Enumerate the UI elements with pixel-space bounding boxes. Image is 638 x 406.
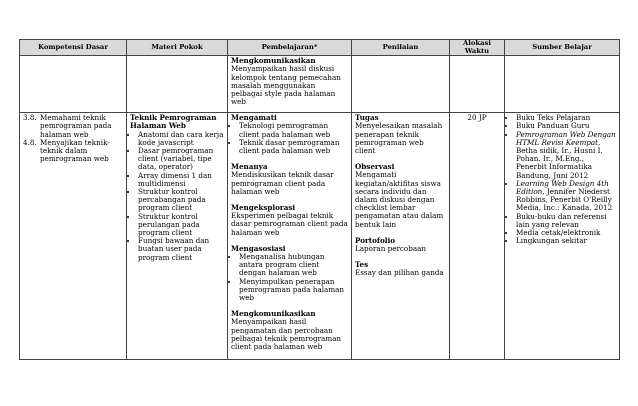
cell-pembelajaran [228, 56, 352, 113]
list-item: • Menganalisa hubungan antara program client dengan halaman web [239, 253, 348, 278]
cell-materi [127, 113, 228, 360]
activity-list [231, 122, 348, 155]
assessment-text: Menyelesaikan masalah penerapan teknik pemrograman web client [355, 121, 443, 155]
list-item [516, 180, 616, 213]
list-item: • Menyimpulkan penerapan pemrograman pada halaman web [239, 278, 348, 303]
cell-penilaian [352, 56, 450, 113]
list-item [516, 131, 616, 180]
activity-text: Eksperimen pelbagai teknik dasar pemrograman client pada halaman web [231, 211, 348, 237]
list-item: • Struktur kontrol perulangan pada program client [138, 213, 224, 238]
cell-sumber [505, 113, 620, 360]
book-details: Jennifer Niederst Robbins, Penerbit O'Reilly Media, Inc.: Kanada, 2012 [516, 187, 613, 213]
header-alokasi-waktu: Alokasi Waktu [450, 40, 505, 56]
cell-alokasi: 20 JP [450, 113, 505, 360]
kd-number: 3.8. [23, 113, 37, 123]
list-item: • Dasar pemrograman client (variabel, tipe data, operator) [138, 147, 224, 172]
assessment-text: Essay dan pilihan ganda [355, 268, 444, 278]
activity-text: Menyampaikan hasil pengamatan dan percobaan pelbagai teknik pemrograman client pada halaman web [231, 317, 342, 352]
activity-mengamati [231, 114, 348, 155]
header-penilaian: Penilaian [352, 40, 450, 56]
list-item: • Lingkungan sekitar [516, 237, 616, 245]
cell-kompetensi [20, 113, 127, 360]
table-row [20, 113, 620, 360]
kd-text: Menyajikan teknik-teknik dalam pemrograman web [40, 137, 110, 164]
activity-text: Mendiskusikan teknik dasar pemrograman client pada halaman web [231, 170, 334, 196]
book-details: Betha sidik, Ir., Husni I. Pohan, Ir., M.Eng., Penerbit Informatika Bandung, Juni 2012 [516, 146, 603, 180]
syllabus-table [19, 39, 620, 360]
list-item [23, 139, 123, 164]
activity-text: Menyampaikan hasil diskusi kelompok tentang pemecahan masalah menggunakan pelbagai style pada halaman web [231, 64, 341, 107]
activity-heading: Mengasosiasi [231, 243, 286, 253]
assessment-observasi [355, 163, 446, 229]
assessment-tes [355, 261, 446, 277]
sumber-list [508, 114, 616, 245]
assessment-heading: Portofolio [355, 235, 396, 245]
kompetensi-list [23, 114, 123, 163]
list-item: • Anatomi dan cara kerja kode javascript [138, 131, 224, 147]
list-item: • Buku Teks Pelajaran [516, 114, 616, 122]
cell-materi [127, 56, 228, 113]
header-materi-pokok: Materi Pokok [127, 40, 228, 56]
activity-heading: Mengkomunikasikan [231, 309, 316, 319]
assessment-heading: Observasi [355, 162, 395, 172]
cell-sumber [505, 56, 620, 113]
activity-mengkomunikasikan [231, 310, 348, 351]
activity-menanya [231, 163, 348, 196]
cell-penilaian [352, 113, 450, 360]
list-item: • Media cetak/elektronik [516, 229, 616, 237]
list-item: • Teknik dasar pemrograman client pada halaman web [239, 139, 348, 155]
list-item: • Buku Panduan Guru [516, 122, 616, 130]
assessment-heading: Tes [355, 260, 369, 270]
activity-mengeksplorasi [231, 204, 348, 237]
list-item: • Struktur kontrol percabangan pada program client [138, 188, 224, 213]
cell-pembelajaran [228, 113, 352, 360]
header-row [20, 40, 620, 56]
activity-heading: Mengeksplorasi [231, 203, 296, 213]
cell-alokasi [450, 56, 505, 113]
table-row [20, 56, 620, 113]
header-pembelajaran: Pembelajaran* [228, 40, 352, 56]
list-item: • Fungsi bawaan dan buatan user pada program client [138, 237, 224, 262]
assessment-text: Mengamati kegiatan/aktifitas siswa secara individu dan dalam diskusi dengan checklist lembar pengamatan atau dalam bentuk lain [355, 170, 444, 229]
assessment-heading: Tugas [355, 113, 379, 123]
assessment-tugas [355, 114, 446, 155]
activity-mengasosiasi [231, 245, 348, 302]
materi-list [130, 131, 224, 262]
list-item [23, 114, 123, 139]
activity-list [231, 253, 348, 302]
activity-heading: Mengamati [231, 113, 277, 123]
kd-text: Memahami teknik pemrograman pada halaman web [40, 113, 112, 139]
header-sumber-belajar: Sumber Belajar [505, 40, 620, 56]
list-item: • Teknologi pemrograman client pada halaman web [239, 122, 348, 138]
activity-heading: Menanya [231, 162, 268, 172]
materi-title: Teknik Pemrograman Halaman Web [130, 113, 217, 131]
book-title: Learning Web Design 4th Edition, [516, 178, 609, 197]
list-item: • Array dimensi 1 dan multidimensi [138, 172, 224, 188]
cell-kompetensi [20, 56, 127, 113]
assessment-text: Laporan percobaan [355, 244, 427, 254]
book-title: Pemrograman Web Dengan HTML Revisi Keempat, [516, 129, 616, 147]
header-kompetensi-dasar: Kompetensi Dasar [20, 40, 127, 56]
kd-number: 4.8. [23, 137, 37, 147]
assessment-portofolio [355, 237, 446, 253]
list-item: • Buku-buku dan referensi lain yang relevan [516, 213, 616, 229]
activity-heading: Mengkomunikasikan [231, 56, 316, 66]
